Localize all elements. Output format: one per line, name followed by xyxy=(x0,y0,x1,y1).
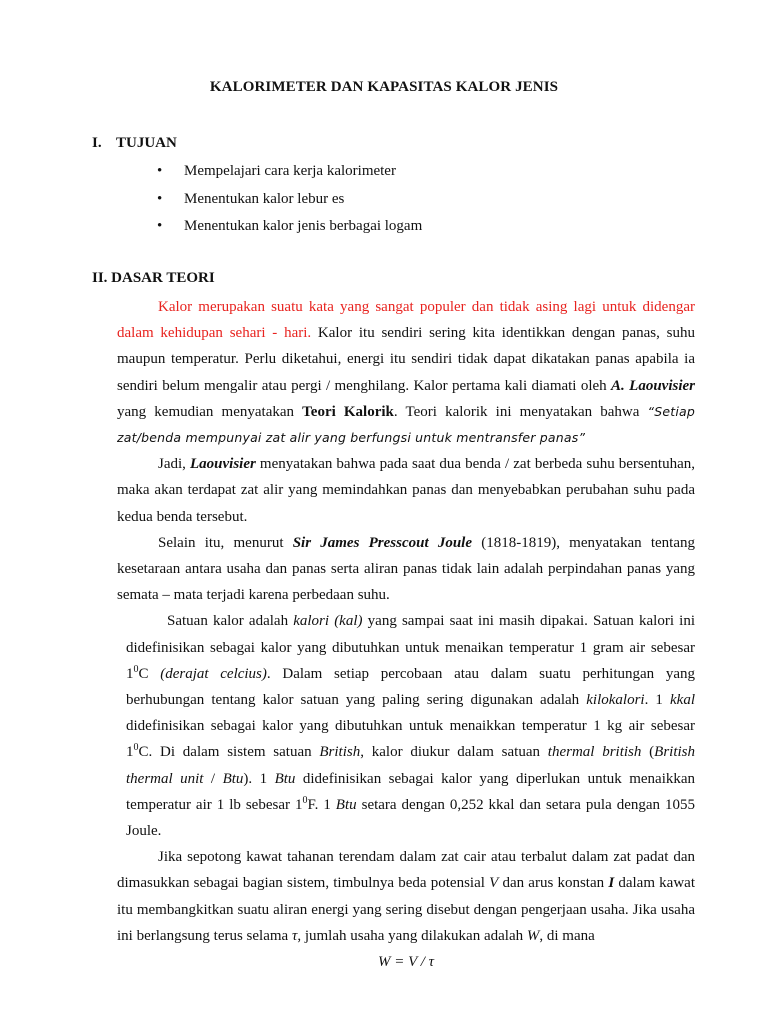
bullet-icon: • xyxy=(157,218,163,234)
term-teori-kalorik: Teori Kalorik xyxy=(302,403,394,420)
section-number: I. xyxy=(92,135,102,151)
body-text xyxy=(117,294,695,975)
name-laouvisier: Laouvisier xyxy=(189,456,256,473)
formula: W = V / τ xyxy=(377,954,435,971)
quote-text: “Setiap zat/benda mempunyai zat alir yang berfungsi untuk mentransfer panas” xyxy=(117,403,695,446)
section-label: TUJUAN xyxy=(116,135,177,151)
section-heading-tujuan xyxy=(92,135,177,152)
paragraph-satuan-kalor: Satuan kalor adalah kalori (kal) yang sampai saat ini masih dipakai. Satuan kalori ini didefinisikan sebagai kalor yang dibutuhkan untuk menaikan temperatur 1 gram air sebesar $1^0C$ (derajat celcius). Dalam setiap percobaan atau dalam suatu perhitungan yang berhubungan tentang kalor satuan yang paling sering digunakan adalah kilokalori. 1 kkal didefinisikan sebagai kalor yang dibutuhkan untuk menaikkan temperatur 1 kg air sebesar $1^0C$. Di dalam sistem satuan British, kalor diukur dalam satuan thermal british (British thermal unit / Btu). 1 Btu didefinisikan sebagai kalor yang diperlukan untuk menaikkan temperatur air 1 lb sebesar $1^0F$. 1 Btu setara dengan 0,252 kkal dan setara pula dengan 1055 Joule. xyxy=(126,613,696,840)
bullet-icon: • xyxy=(157,163,163,179)
list-item: • Menentukan kalor jenis berbagai logam xyxy=(157,218,423,234)
list-item: • Menentukan kalor lebur es xyxy=(157,190,345,207)
paragraph-jadi: Jadi, Laouvisier menyatakan bahwa pada saat dua benda / zat berbeda suhu bersentuhan, maka akan terdapat zat alir yang memindahkan panas dan menyebabkan perubahan suhu pada kedua benda tersebut. xyxy=(117,456,695,525)
paragraph-kalor: Kalor merupakan suatu kata yang sangat populer dan tidak asing lagi untuk didengar dalam kehidupan sehari - hari. Kalor itu sendiri sering kita identikkan dengan panas, suhu maupun temperatur. Perlu diketahui, energi itu sendiri tidak dapat dikatakan panas apabila ia sendiri belum mengalir atau pergi / menghilang. Kalor pertama kali diamati oleh A. Laouvisier yang kemudian menyatakan Teori Kalorik. Teori kalorik ini menyatakan bahwa “Setiap zat/benda mempunyai zat alir yang berfungsi untuk mentransfer panas” xyxy=(117,299,695,446)
paragraph-kawat-tahanan: Jika sepotong kawat tahanan terendam dalam zat cair atau terbalut dalam zat padat dan dimasukkan sebagai bagian sistem, timbulnya beda potensial V dan arus konstan I dalam kawat itu membangkitkan suatu aliran energi yang sering disebut dengan pengerjaan usaha. Jika usaha ini berlangsung terus selama τ, jumlah usaha yang dilakukan adalah W, di mana xyxy=(117,849,696,944)
section-heading-dasar-teori: II. DASAR TEORI xyxy=(92,270,215,286)
name-laouvisier: A. Laouvisier xyxy=(611,377,695,394)
paragraph-joule: Selain itu, menurut Sir James Presscout Joule (1818-1819), menyatakan tentang kesetaraan antara usaha dan panas serta aliran panas tidak lain adalah perpindahan panas yang semata – mata terjadi karena perbedaan suhu. xyxy=(117,534,695,604)
list-item: • Mempelajari cara kerja kalorimeter xyxy=(157,163,396,179)
objectives-list xyxy=(157,162,422,245)
highlighted-sentence: Kalor merupakan suatu kata yang sangat populer dan tidak asing lagi untuk didengar dalam kehidupan sehari - hari. xyxy=(117,299,695,342)
bullet-icon: • xyxy=(157,190,163,207)
name-joule: Sir James Presscout Joule xyxy=(292,534,473,551)
document-title: KALORIMETER DAN KAPASITAS KALOR JENIS xyxy=(209,79,559,95)
